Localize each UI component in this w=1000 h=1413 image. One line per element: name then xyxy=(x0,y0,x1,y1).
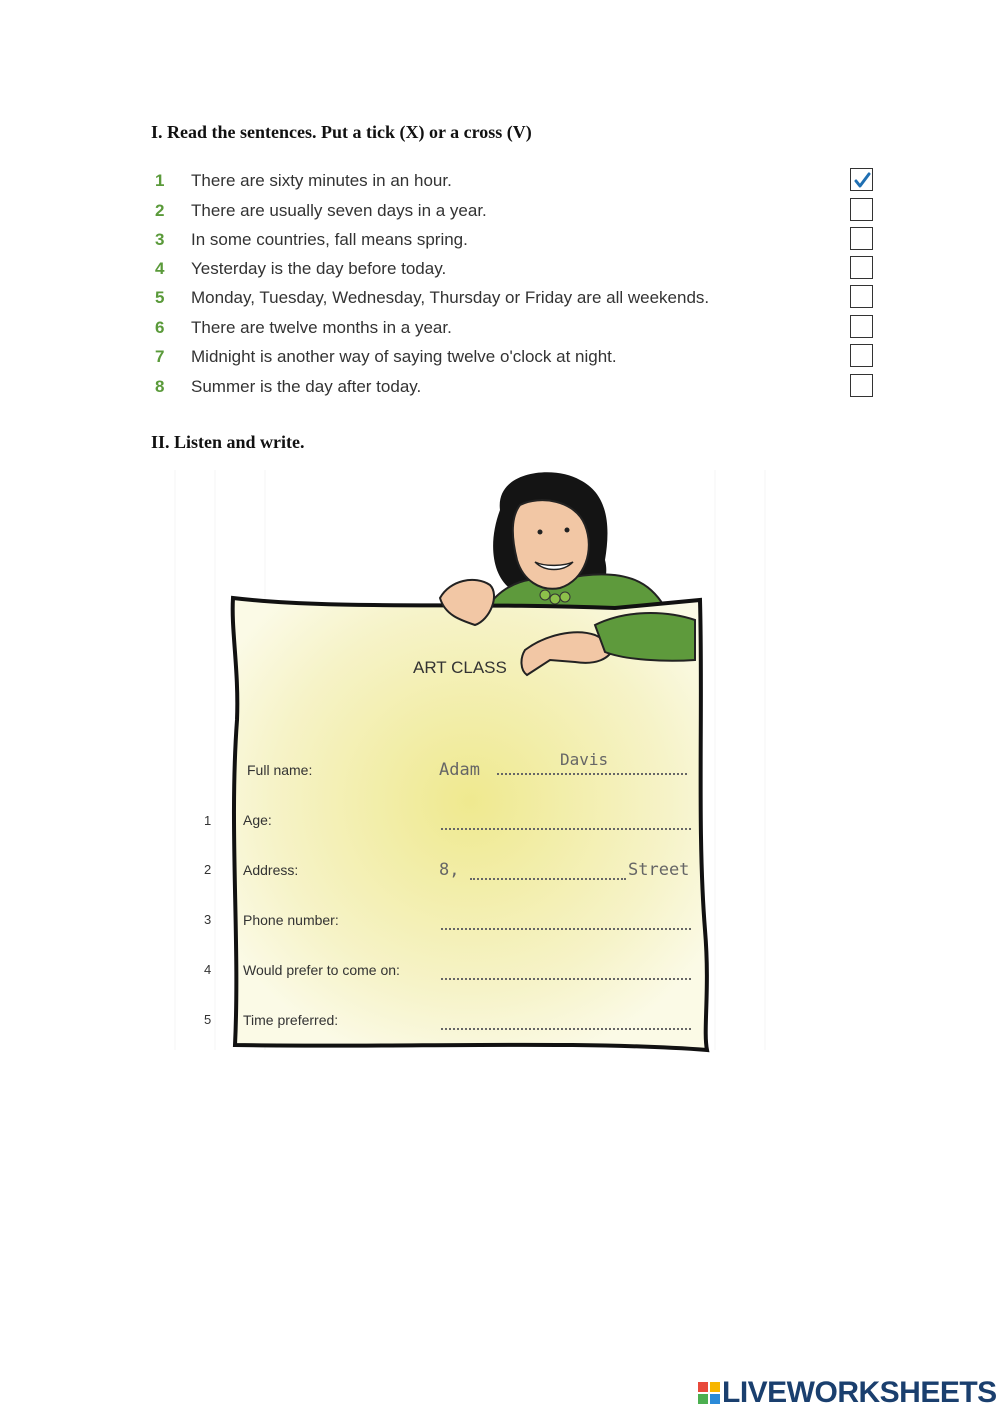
face-shape xyxy=(513,500,589,589)
question-row xyxy=(155,256,880,282)
question-number: 4 xyxy=(155,259,165,278)
day-input[interactable] xyxy=(441,958,691,980)
field-number: 5 xyxy=(204,1012,212,1027)
full-name-last: Davis xyxy=(560,750,609,769)
question-text: In some countries, fall means spring. xyxy=(191,230,468,249)
answer-checkbox[interactable] xyxy=(850,198,873,221)
field-number: 3 xyxy=(204,912,212,927)
sleeve-shape xyxy=(595,613,695,661)
question-number: 8 xyxy=(155,377,165,396)
question-number: 1 xyxy=(155,171,165,190)
question-number: 2 xyxy=(155,201,165,220)
logo-text: LIVEWORKSHEETS xyxy=(722,1376,997,1409)
field-label-phone: Phone number: xyxy=(243,912,339,928)
question-row xyxy=(155,227,880,253)
section-2-heading: II. Listen and write. xyxy=(151,432,305,452)
field-label-time: Time preferred: xyxy=(243,1012,339,1028)
question-row xyxy=(155,315,880,341)
field-number: 1 xyxy=(204,813,212,828)
answer-checkbox[interactable] xyxy=(850,374,873,397)
full-name-label: Full name: xyxy=(247,762,313,778)
question-row xyxy=(155,198,880,224)
field-label-address: Address: xyxy=(243,862,299,878)
phone-input[interactable] xyxy=(441,908,691,930)
answer-checkbox[interactable] xyxy=(850,168,873,191)
form-title: ART CLASS xyxy=(413,658,507,677)
answer-checkbox[interactable] xyxy=(850,315,873,338)
question-row xyxy=(155,374,880,400)
question-row xyxy=(155,168,880,194)
eye-shape xyxy=(565,528,570,533)
question-row xyxy=(155,344,880,370)
question-number: 7 xyxy=(155,347,165,366)
question-text: Monday, Tuesday, Wednesday, Thursday or Friday are all weekends. xyxy=(191,288,710,307)
question-text: Midnight is another way of saying twelve o'clock at night. xyxy=(191,347,617,366)
question-text: Summer is the day after today. xyxy=(191,377,422,396)
section-1-heading: I. Read the sentences. Put a tick (X) or a cross (V) xyxy=(151,122,532,142)
field-label-day: Would prefer to come on: xyxy=(243,962,400,978)
full-name-dots xyxy=(497,773,687,775)
answer-checkbox[interactable] xyxy=(850,256,873,279)
question-number: 5 xyxy=(155,288,165,307)
field-number: 4 xyxy=(204,962,212,977)
answer-checkbox[interactable] xyxy=(850,227,873,250)
field-number: 2 xyxy=(204,862,212,877)
eye-shape xyxy=(538,530,543,535)
checkmark-icon xyxy=(853,171,871,189)
address-suffix: Street xyxy=(628,860,690,880)
question-number: 3 xyxy=(155,230,165,249)
question-row xyxy=(155,285,880,311)
time-input[interactable] xyxy=(441,1008,691,1030)
liveworksheets-logo[interactable] xyxy=(698,1376,997,1410)
full-name-first: Adam xyxy=(439,760,480,780)
age-input[interactable] xyxy=(441,808,691,830)
question-text: There are sixty minutes in an hour. xyxy=(191,171,452,190)
logo-squares-icon xyxy=(698,1382,720,1404)
question-number: 6 xyxy=(155,318,165,337)
answer-checkbox[interactable] xyxy=(850,344,873,367)
address-prefix: 8, xyxy=(439,860,460,880)
field-label-age: Age: xyxy=(243,812,272,828)
question-text: There are usually seven days in a year. xyxy=(191,201,487,220)
address-input[interactable] xyxy=(470,858,626,880)
question-text: There are twelve months in a year. xyxy=(191,318,452,337)
answer-checkbox[interactable] xyxy=(850,285,873,308)
question-text: Yesterday is the day before today. xyxy=(191,259,447,278)
